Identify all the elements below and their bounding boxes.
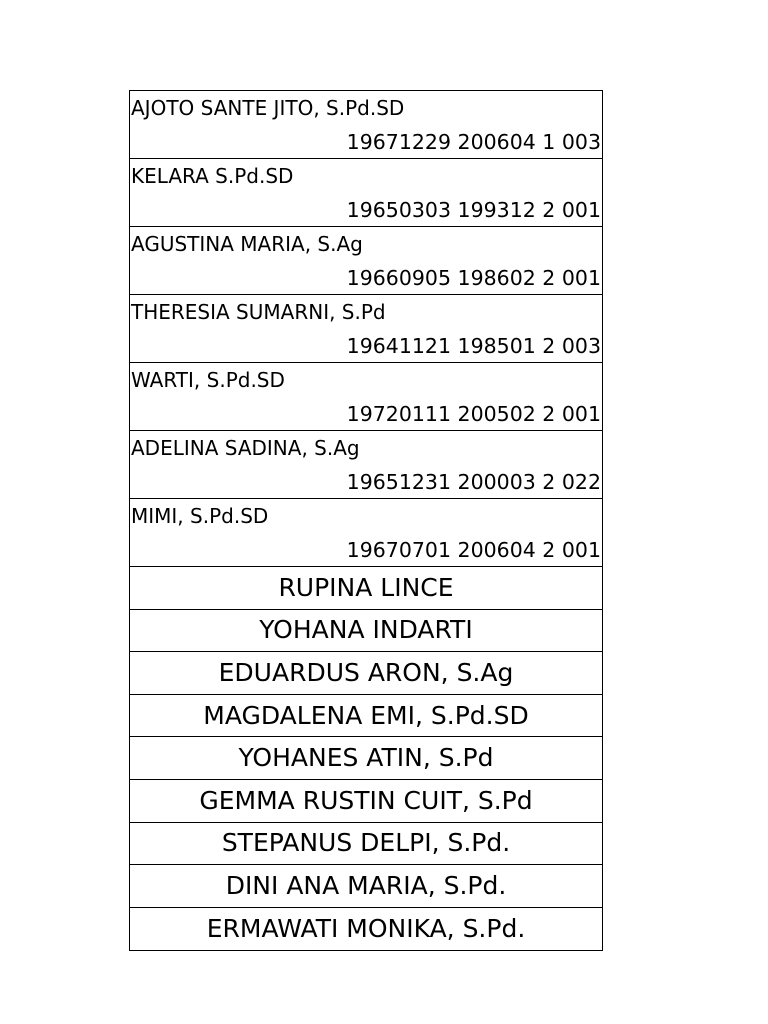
staff-row [130, 737, 602, 780]
staff-row [130, 91, 602, 159]
staff-name: ERMAWATI MONIKA, S.Pd. [206, 914, 526, 944]
staff-row [130, 695, 602, 738]
staff-nip: 19671229 200604 1 003 [346, 130, 601, 154]
staff-nip: 19660905 198602 2 001 [346, 266, 601, 290]
staff-nip: 19651231 200003 2 022 [346, 470, 601, 494]
staff-name: WARTI, S.Pd.SD [131, 368, 285, 392]
staff-row [130, 865, 602, 908]
staff-name: ADELINA SADINA, S.Ag [131, 436, 360, 460]
staff-name: DINI ANA MARIA, S.Pd. [225, 870, 507, 900]
staff-row [130, 227, 602, 295]
staff-table [129, 90, 603, 951]
staff-name: STEPANUS DELPI, S.Pd. [221, 828, 511, 858]
staff-name: GEMMA RUSTIN CUIT, S.Pd [199, 785, 533, 815]
staff-row [130, 363, 602, 431]
staff-nip: 19650303 199312 2 001 [346, 198, 601, 222]
staff-name: MAGDALENA EMI, S.Pd.SD [203, 700, 529, 730]
staff-row [130, 567, 602, 610]
staff-row [130, 295, 602, 363]
staff-nip: 19641121 198501 2 003 [346, 334, 601, 358]
staff-name: MIMI, S.Pd.SD [131, 504, 269, 528]
staff-name: YOHANA INDARTI [259, 615, 473, 645]
staff-row [130, 908, 602, 951]
staff-row [130, 652, 602, 695]
staff-row [130, 499, 602, 567]
staff-name: RUPINA LINCE [278, 572, 454, 602]
staff-nip: 19720111 200502 2 001 [346, 402, 601, 426]
staff-row [130, 431, 602, 499]
staff-name: THERESIA SUMARNI, S.Pd [131, 300, 386, 324]
staff-name: AGUSTINA MARIA, S.Ag [131, 232, 363, 256]
staff-row [130, 780, 602, 823]
staff-name: AJOTO SANTE JITO, S.Pd.SD [131, 96, 405, 120]
staff-name: KELARA S.Pd.SD [131, 164, 294, 188]
staff-row [130, 159, 602, 227]
staff-row [130, 610, 602, 653]
staff-nip: 19670701 200604 2 001 [346, 538, 601, 562]
staff-name: EDUARDUS ARON, S.Ag [218, 657, 514, 687]
staff-row [130, 823, 602, 866]
staff-name: YOHANES ATIN, S.Pd [238, 743, 494, 773]
